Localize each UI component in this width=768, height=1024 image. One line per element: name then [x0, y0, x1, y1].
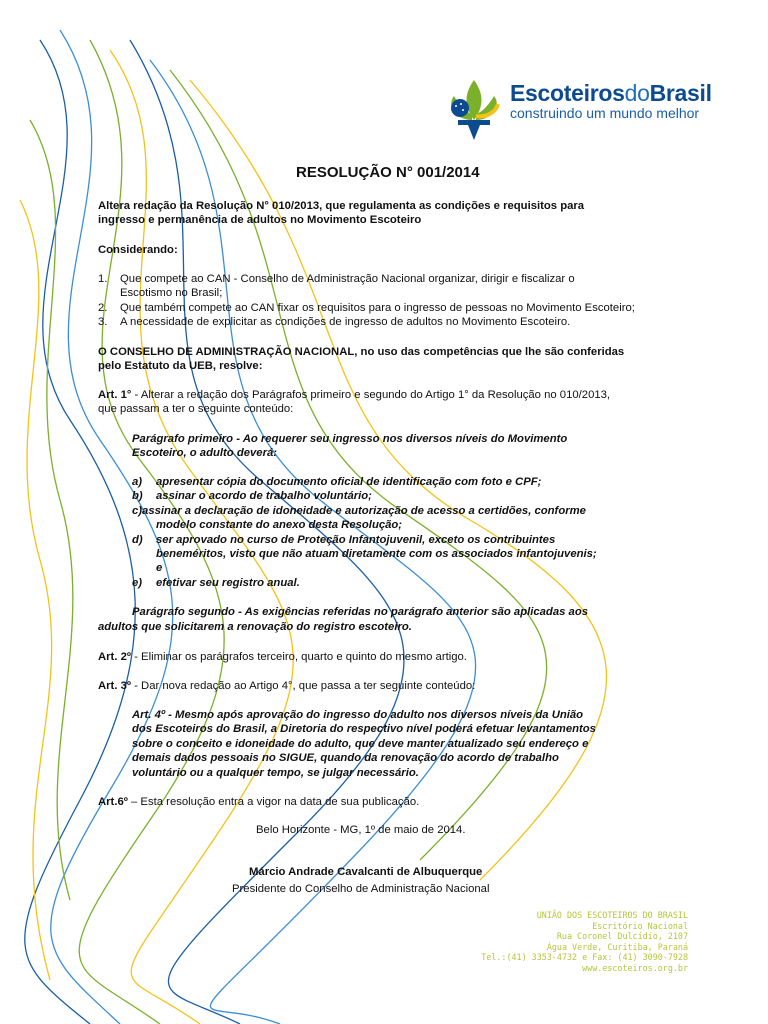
art4-quote-line-3: sobre o conceito e idoneidade do adulto, que deve manter atualizado seu endereço e	[132, 738, 589, 750]
footer-city: Água Verde, Curitiba, Paraná	[546, 941, 688, 952]
considerando-label: Considerando:	[98, 244, 178, 256]
document-title: RESOLUÇÃO N° 001/2014	[296, 164, 480, 181]
brand-tagline: construindo um mundo melhor	[510, 105, 700, 121]
art1-line-1: Art. 1° - Alterar a redação dos Parágrafos primeiro e segundo do Artigo 1° da Resolução no 010/2013,	[98, 389, 611, 401]
brand-name: EscoteirosdoBrasil	[510, 80, 712, 106]
place-date: Belo Horizonte - MG, 1º de maio de 2014.	[256, 824, 466, 836]
art4-quote-line-2: dos Escoteiros do Brasil, a Diretoria do respectivo nível poderá efetuar levantamentos	[132, 723, 596, 735]
considerando-item-1-cont: Escotismo no Brasil;	[120, 287, 223, 299]
considerando-item-2: 2. Que também compete ao CAN fixar os requisitos para o ingresso de pessoas no Movimento Escoteiro;	[98, 302, 635, 314]
alinea-d: d) ser aprovado no curso de Proteção Infantojuvenil, exceto os contribuintes	[132, 534, 556, 546]
alinea-e: e) efetivar seu registro anual.	[132, 577, 300, 589]
ementa-line-1: Altera redação da Resolução N° 010/2013, que regulamenta as condições e requisitos para	[98, 200, 585, 212]
ementa-line-2: ingresso e permanência de adultos no Movimento Escoteiro	[98, 214, 422, 226]
paragrafo-segundo-line-1: Parágrafo segundo - As exigências referidas no parágrafo anterior são aplicadas aos	[132, 606, 589, 618]
alinea-d-cont-2: e	[156, 562, 163, 574]
conselho-line-1: O CONSELHO DE ADMINISTRAÇÃO NACIONAL, no uso das competências que lhe são conferidas	[98, 346, 625, 358]
art4-quote-line-5: voluntário ou a qualquer tempo, se julgar necessário.	[132, 767, 419, 779]
art1-line-2: que passam a ter o seguinte conteúdo:	[98, 403, 294, 415]
considerando-item-1: 1. Que compete ao CAN - Conselho de Administração Nacional organizar, dirigir e fiscalizar o	[98, 273, 575, 285]
footer-website: www.escoteiros.org.br	[582, 962, 688, 973]
art6: Art.6º – Esta resolução entra a vigor na data de sua publicação.	[98, 796, 420, 808]
alinea-a: a) apresentar cópia do documento oficial de identificação com foto e CPF;	[132, 476, 542, 488]
art4-quote-line-4: demais dados pessoais no SIGUE, quando da renovação do acordo de trabalho	[132, 752, 559, 764]
conselho-line-2: pelo Estatuto da UEB, resolve:	[98, 360, 263, 372]
paragrafo-primeiro-line-1: Parágrafo primeiro - Ao requerer seu ingresso nos diversos níveis do Movimento	[132, 433, 568, 445]
alinea-d-cont-1: beneméritos, visto que não atuam diretamente com os associados infantojuvenis;	[156, 548, 597, 560]
art2: Art. 2º - Eliminar os parágrafos terceiro, quarto e quinto do mesmo artigo.	[98, 651, 467, 663]
footer-office: Escritório Nacional	[592, 920, 688, 931]
footer-org: UNIÃO DOS ESCOTEIROS DO BRASIL	[536, 910, 688, 920]
alinea-c-cont: modelo constante do anexo desta Resolução;	[156, 519, 403, 531]
footer-street: Rua Coronel Dulcídio, 2107	[556, 931, 688, 942]
footer-address	[481, 910, 688, 974]
paragrafo-primeiro-line-2: Escoteiro, o adulto deverá:	[132, 447, 278, 459]
brand-wordmark	[510, 80, 712, 121]
alinea-b: b) assinar o acordo de trabalho voluntário;	[132, 490, 372, 502]
art3: Art. 3º - Dar nova redação ao Artigo 4°, que passa a ter seguinte conteúdo:	[98, 680, 476, 692]
signatory-role: Presidente do Conselho de Administração Nacional	[232, 883, 490, 895]
considerando-item-3: 3. A necessidade de explicitar as condições de ingresso de adultos no Movimento Escoteiro.	[98, 316, 571, 328]
footer-phone: Tel.:(41) 3353-4732 e Fax: (41) 3090-7928	[481, 952, 688, 963]
paragrafo-segundo-line-2: adultos que solicitarem a renovação do registro escoteiro.	[98, 621, 412, 633]
art4-quote-line-1: Art. 4º - Mesmo após aprovação do ingresso do adulto nos diversos níveis da União	[132, 709, 584, 721]
signatory-name: Márcio Andrade Cavalcanti de Albuquerque	[249, 866, 483, 878]
alinea-c: c)assinar a declaração de idoneidade e autorização de acesso a certidões, conforme	[132, 505, 586, 517]
